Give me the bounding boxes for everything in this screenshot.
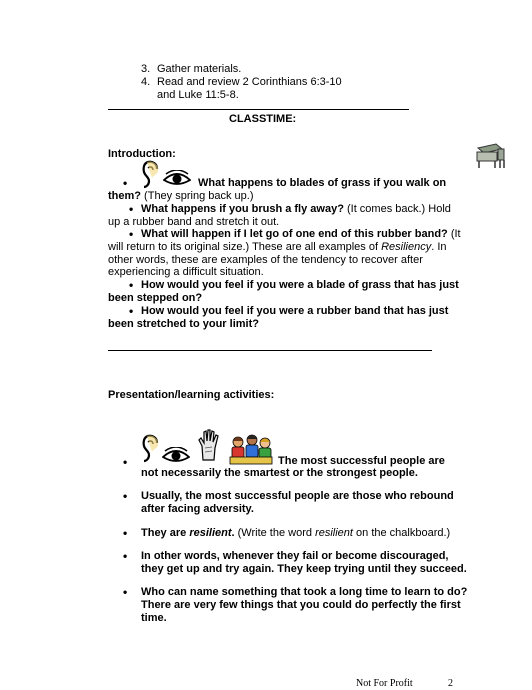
intro-q2-line1 xyxy=(141,203,451,216)
intro-q3-line1 xyxy=(141,228,461,241)
footer-text: Not For Profit xyxy=(356,678,413,689)
presentation-heading: Presentation/learning activities: xyxy=(108,389,275,401)
divider-top xyxy=(108,109,409,110)
children-group-icon xyxy=(228,433,274,465)
intro-q5-line2: been stretched to your limit? xyxy=(108,318,259,330)
intro-q3-line3: other words, these are examples of the tendency to recover after xyxy=(108,254,423,266)
intro-q3-rest: (It xyxy=(447,228,461,240)
list-item-4-text: Read and review 2 Corinthians 6:3-10 xyxy=(157,76,342,88)
intro-q3-line4: experiencing a difficult situation. xyxy=(108,266,264,278)
intro-q2-bold: What happens if you brush a fly away? xyxy=(141,203,344,215)
pres-b5-line2: There are very few things that you could do perfectly the first xyxy=(141,599,461,611)
pres-b3-bold-b: . xyxy=(231,527,235,539)
intro-q1-line1: What happens to blades of grass if you walk on xyxy=(198,177,447,189)
intro-q3-bold: What will happen if I let go of one end of this rubber band? xyxy=(141,228,448,240)
intro-q5-line1: How would you feel if you were a rubber band that has just xyxy=(141,305,449,317)
bullet: • xyxy=(129,278,134,292)
bullet: • xyxy=(129,227,134,241)
pres-b3-bold-a: They are xyxy=(141,527,190,539)
bullet: • xyxy=(123,549,128,563)
intro-q3-line2a: will return to its original size.) These are all examples of xyxy=(108,241,382,253)
intro-q1-rest: (They spring back up.) xyxy=(141,190,254,202)
bullet: • xyxy=(129,304,134,318)
pres-b5-line3: time. xyxy=(141,612,167,624)
intro-q2-line2: up a rubber band and stretch it out. xyxy=(108,216,280,228)
pres-b5-line1: Who can name something that took a long time to learn to do? xyxy=(141,586,468,598)
pres-b3-bold-italic: resilient xyxy=(189,527,232,539)
bullet: • xyxy=(129,202,134,216)
page-number: 2 xyxy=(448,678,453,689)
intro-q3-line2 xyxy=(108,241,447,254)
bullet: • xyxy=(123,526,128,540)
classtime-heading: CLASSTIME: xyxy=(229,113,297,125)
intro-q3-line2b: . In xyxy=(431,241,447,253)
pres-b2-line1: Usually, the most successful people are those who rebound xyxy=(141,490,454,502)
ear-icon xyxy=(141,160,161,190)
bullet: • xyxy=(123,455,128,469)
bullet: • xyxy=(123,489,128,503)
pres-b3-rest-b: on the chalkboard.) xyxy=(352,527,451,539)
intro-q4-line1: How would you feel if you were a blade of grass that has just xyxy=(141,279,459,291)
eye-icon xyxy=(163,170,191,188)
intro-q2-rest: (It comes back.) Hold xyxy=(343,203,451,215)
intro-q1-bold2: them? xyxy=(108,190,141,202)
pres-b2-line2: after facing adversity. xyxy=(141,503,254,515)
intro-q4-line2: been stepped on? xyxy=(108,292,203,304)
pres-b3-rest-italic: resilient xyxy=(315,527,353,539)
list-item-3-num: 3. xyxy=(141,63,151,75)
pres-b4-line2: they get up and try again. They keep trying until they succeed. xyxy=(141,563,467,575)
pres-b3-rest-a: (Write the word xyxy=(234,527,316,539)
list-item-4-num: 4. xyxy=(141,76,151,88)
bullet: • xyxy=(123,585,128,599)
pres-b1-line2: not necessarily the smartest or the strongest people. xyxy=(141,467,418,479)
intro-q3-italic: Resiliency xyxy=(381,241,432,253)
ear-icon xyxy=(141,434,161,464)
school-desk-icon xyxy=(474,140,508,170)
introduction-heading: Introduction: xyxy=(108,148,176,160)
list-item-3-text: Gather materials. xyxy=(157,63,242,75)
eye-icon xyxy=(162,447,190,465)
divider-middle xyxy=(108,350,432,351)
list-item-4-cont: and Luke 11:5-8. xyxy=(157,89,239,101)
pres-b3-line1 xyxy=(141,527,450,540)
pres-b4-line1: In other words, whenever they fail or become discouraged, xyxy=(141,550,449,562)
bullet: • xyxy=(123,176,128,190)
pres-b1-line1: The most successful people are xyxy=(278,455,445,467)
hand-icon xyxy=(197,428,223,462)
